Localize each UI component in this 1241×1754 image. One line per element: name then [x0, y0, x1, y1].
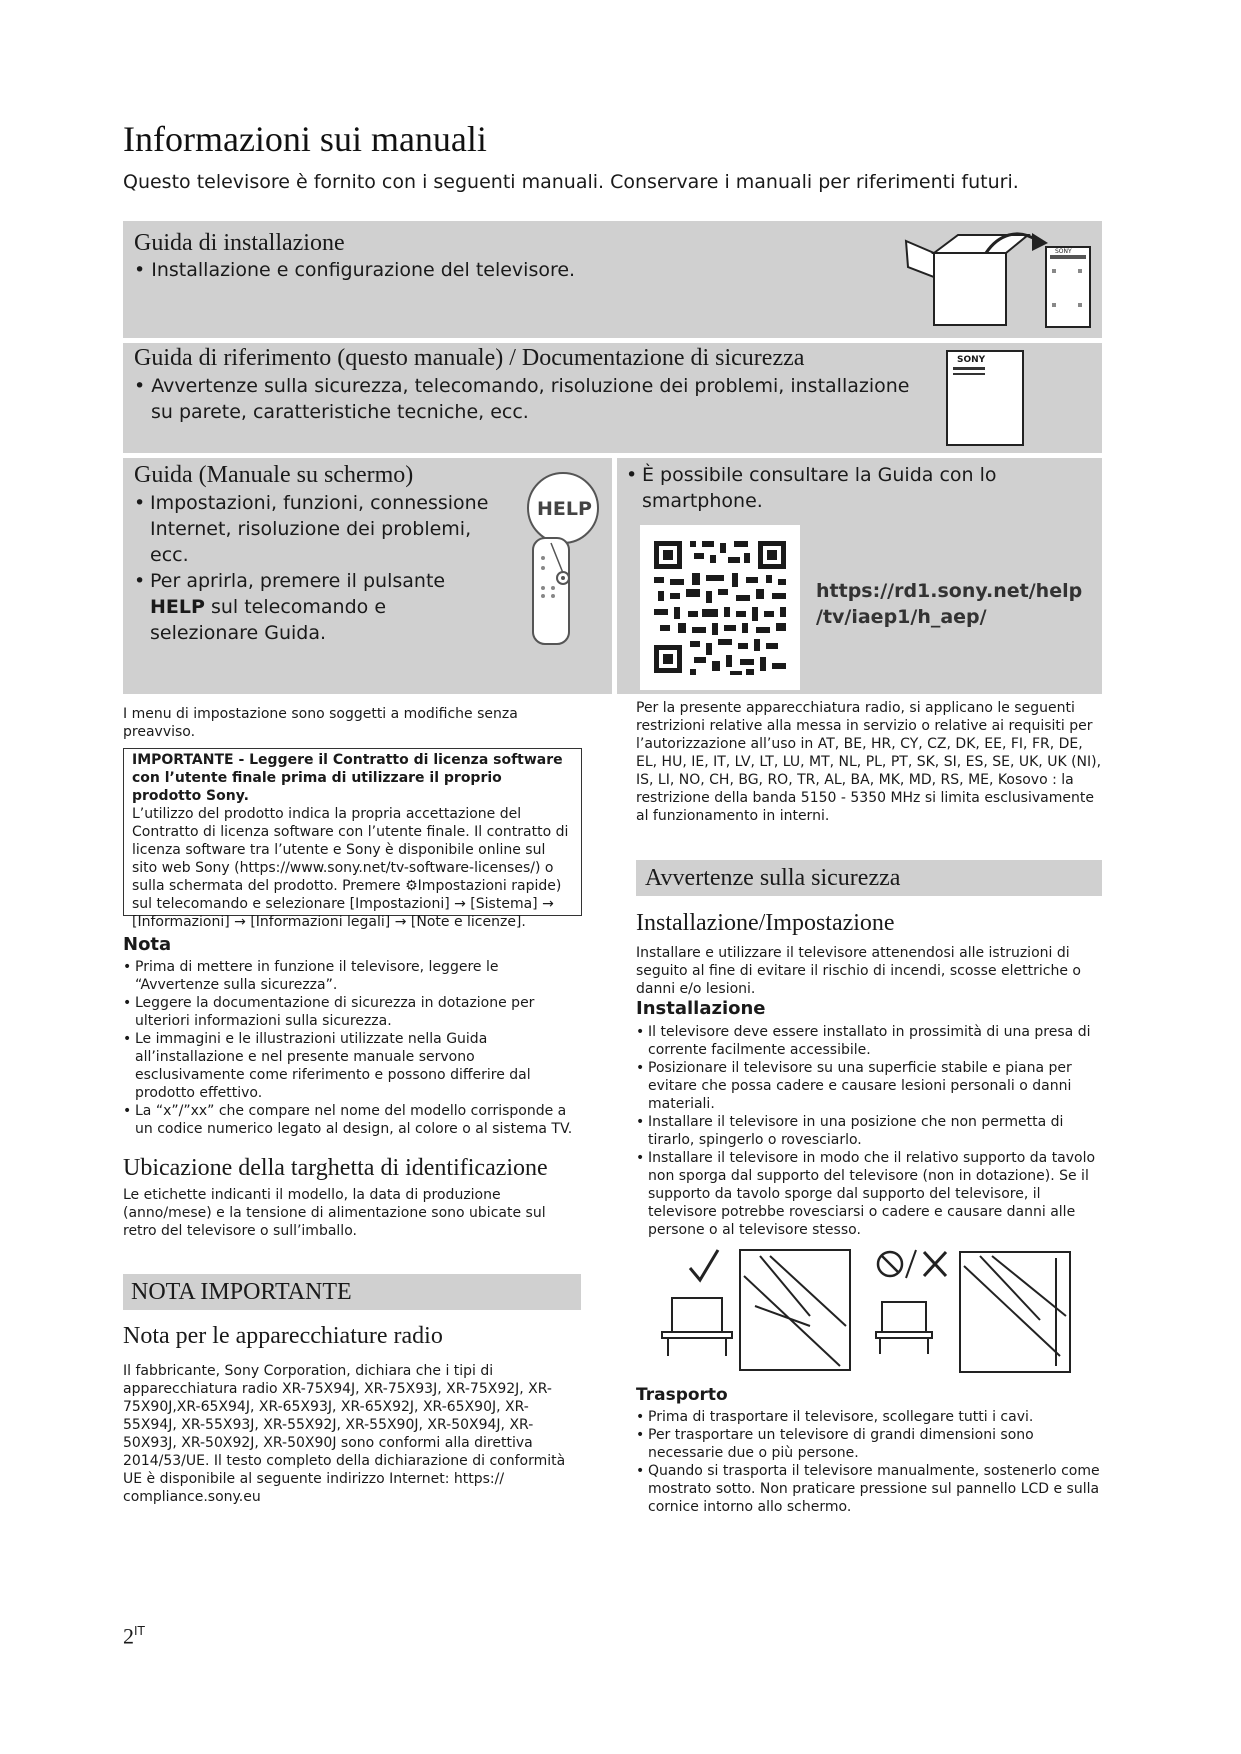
license-box — [123, 748, 582, 930]
help-smartphone-text: • È possibile consultare la Guida con lo smartphone. — [626, 462, 1026, 514]
help-guide-panel — [123, 458, 612, 694]
install-item: • Posizionare il televisore su una superficie stabile e piana per evitare che possa cadere e causare lesioni personali o danni materiali. — [636, 1059, 1100, 1113]
help-bullet-1: • Impostazioni, funzioni, connessione Internet, risoluzione dei problemi, ecc. — [134, 490, 489, 568]
help-guide-title: Guida (Manuale su schermo) — [134, 462, 414, 488]
important-banner — [123, 1274, 581, 1310]
label-location-text: Le etichette indicanti il modello, la data di produzione (anno/mese) e la tensione di alimentazione sono ubicate sul retro del televisore o sull’imballo. — [123, 1187, 546, 1239]
help-url[interactable] — [816, 578, 1082, 630]
install-subheading: Installazione — [636, 998, 766, 1019]
nota-item: • Leggere la documentazione di sicurezza in dotazione per ulteriori informazioni sulla sicurezza. — [123, 994, 583, 1030]
safety-banner-text: Avvertenze sulla sicurezza — [645, 865, 901, 891]
install-guide-bullet: • Installazione e configurazione del televisore. — [134, 259, 576, 281]
svg-text:SONY: SONY — [1055, 248, 1072, 255]
help-guide-bullets — [134, 490, 489, 646]
page-number — [123, 1618, 145, 1649]
install-guide-panel — [123, 221, 1102, 338]
incorrect-x-icon — [924, 1252, 946, 1276]
nota-list — [123, 958, 583, 1138]
transport-list — [636, 1408, 1100, 1516]
nota-item: • Prima di mettere in funzione il televisore, leggere le “Avvertenze sulla sicurezza”. — [123, 958, 583, 994]
reference-guide-bullet: • Avvertenze sulla sicurezza, telecomando, risoluzione dei problemi, installazione su parete, caratteristiche tecniche, ecc. — [134, 375, 910, 423]
safety-banner — [636, 860, 1102, 896]
page-number-value: 2 — [123, 1623, 134, 1649]
reference-bullet-line2: su parete, caratteristiche tecniche, ecc. — [151, 401, 529, 423]
help-bullet-2: • Per aprirla, premere il pulsante HELP sul telecomando e selezionare Guida. — [134, 568, 489, 646]
reference-manual-brand: SONY — [957, 355, 986, 365]
license-box-text: L’utilizzo del prodotto indica la propria accettazione del Contratto di licenza software con l’utente finale. Il contratto di licenza software tra l’utente e Sony è disponibile online sul sito web Sony (https://www.sony.net/tv-software-licenses/) o sulla schermata del prodotto. Premere ⚙Impostazioni rapide) sul telecomando e selezionare [Impostazioni] → [Sistema] → [Informazioni] → [Informazioni legali] → [Note e licenze]. — [132, 806, 569, 930]
transport-subheading: Trasporto — [636, 1385, 728, 1405]
stand-placement-illustration — [660, 1246, 1080, 1378]
help-button-badge: HELP — [537, 498, 592, 520]
page-subtitle: Questo televisore è fornito con i seguenti manuali. Conservare i manuali per riferimenti futuri. — [123, 171, 1019, 193]
reference-bullet-line1: Avvertenze sulla sicurezza, telecomando, risoluzione dei problemi, installazione — [151, 375, 910, 397]
license-box-bold: IMPORTANTE - Leggere il Contratto di licenza software con l’utente finale prima di utilizzare il proprio prodotto Sony. — [132, 752, 563, 804]
remote-control-icon — [523, 468, 603, 648]
transport-item: • Prima di trasportare il televisore, scollegare tutti i cavi. — [636, 1408, 1100, 1426]
install-guide-title: Guida di installazione — [134, 230, 345, 256]
nota-item: • La “x”/”xx” che compare nel nome del modello corrisponde a un codice numerico legato al design, al colore o al sistema TV. — [123, 1102, 583, 1138]
install-item: • Il televisore deve essere installato in prossimità di una presa di corrente facilmente accessibile. — [636, 1023, 1100, 1059]
install-item: • Installare il televisore in una posizione che non permetta di tirarlo, spingerlo o rovesciarlo. — [636, 1113, 1100, 1149]
transport-item: • Quando si trasporta il televisore manualmente, sostenerlo come mostrato sotto. Non praticare pressione sul pannello LCD e sulla cornice intorno allo schermo. — [636, 1462, 1100, 1516]
page-title: Informazioni sui manuali — [123, 119, 487, 159]
help-qr-code[interactable] — [640, 525, 800, 690]
help-smartphone-bullets — [626, 462, 1026, 514]
menu-change-note: I menu di impostazione sono soggetti a modifiche senza preavviso. — [123, 706, 518, 740]
install-intro-text: Installare e utilizzare il televisore attenendosi alle istruzioni di seguito al fine di evitare il rischio di incendi, scosse elettriche o danni e/o lesioni. — [636, 945, 1081, 997]
radio-equipment-text: Il fabbricante, Sony Corporation, dichiara che i tipi di apparecchiatura radio XR-75X94J, XR-75X93J, XR-75X92J, XR-75X90J,XR-65X94J, XR-65X93J, XR-65X92J, XR-65X90J, XR-55X94J, XR-55X93J, XR-55X92J, XR-55X90J, XR-50X94J, XR-50X93J, XR-50X92J, XR-50X90J sono conformi alla direttiva 2014/53/UE. Il testo completo della dichiarazione di conformità UE è disponibile al seguente indirizzo Internet: https:// compliance.sony.eu — [123, 1363, 566, 1505]
nota-heading: Nota — [123, 934, 172, 955]
reference-guide-panel — [123, 343, 1102, 453]
install-list — [636, 1023, 1100, 1239]
reference-guide-title: Guida di riferimento (questo manuale) / Documentazione di sicurezza — [134, 345, 805, 371]
qr-code-icon — [640, 525, 800, 690]
help-url-line1[interactable]: https://rd1.sony.net/help — [816, 580, 1083, 602]
important-banner-text: NOTA IMPORTANTE — [131, 1279, 352, 1305]
radio-equipment-heading: Nota per le apparecchiature radio — [123, 1323, 443, 1349]
nota-item: • Le immagini e le illustrazioni utilizzate nella Guida all’installazione e nel presente manuale servono esclusivamente come riferimento e possono differire dal prodotto effettivo. — [123, 1030, 583, 1102]
install-guide-bullet-text: Installazione e configurazione del televisore. — [151, 259, 576, 281]
correct-check-icon — [690, 1250, 718, 1280]
page-number-suffix: IT — [134, 1624, 145, 1638]
label-location-heading: Ubicazione della targhetta di identificazione — [123, 1155, 548, 1181]
transport-item: • Per trasportare un televisore di grandi dimensioni sono necessarie due o più persone. — [636, 1426, 1100, 1462]
radio-restrictions-text: Per la presente apparecchiatura radio, si applicano le seguenti restrizioni relative alla messa in servizio o relative ai requisiti per l’autorizzazione all’uso in AT, BE, HR, CY, CZ, DK, EE, FI, FR, DE, EL, HU, IE, IT, LV, LT, LU, MT, NL, PL, PT, SK, SI, ES, SE, UK, UK (NI), IS, LI, NO, CH, BG, RO, TR, AL, BA, MK, MD, RS, ME, Kosovo : la restrizione della banda 5150 - 5350 MHz si limita esclusivamente al funzionamento in interni. — [636, 700, 1102, 824]
help-url-line2[interactable]: /tv/iaep1/h_aep/ — [816, 606, 987, 628]
install-setup-heading: Installazione/Impostazione — [636, 910, 895, 936]
install-item: • Installare il televisore in modo che il relativo supporto da tavolo non sporga dal supporto del televisore (non in dotazione). Se il supporto da tavolo sporge dal supporto del televisore, il televisore potrebbe rovesciarsi o cadere e causare danni alle persone o al televisore stesso. — [636, 1149, 1100, 1239]
settings-gear-icon: ⚙ — [405, 878, 418, 894]
installation-box-icon — [898, 229, 1098, 333]
